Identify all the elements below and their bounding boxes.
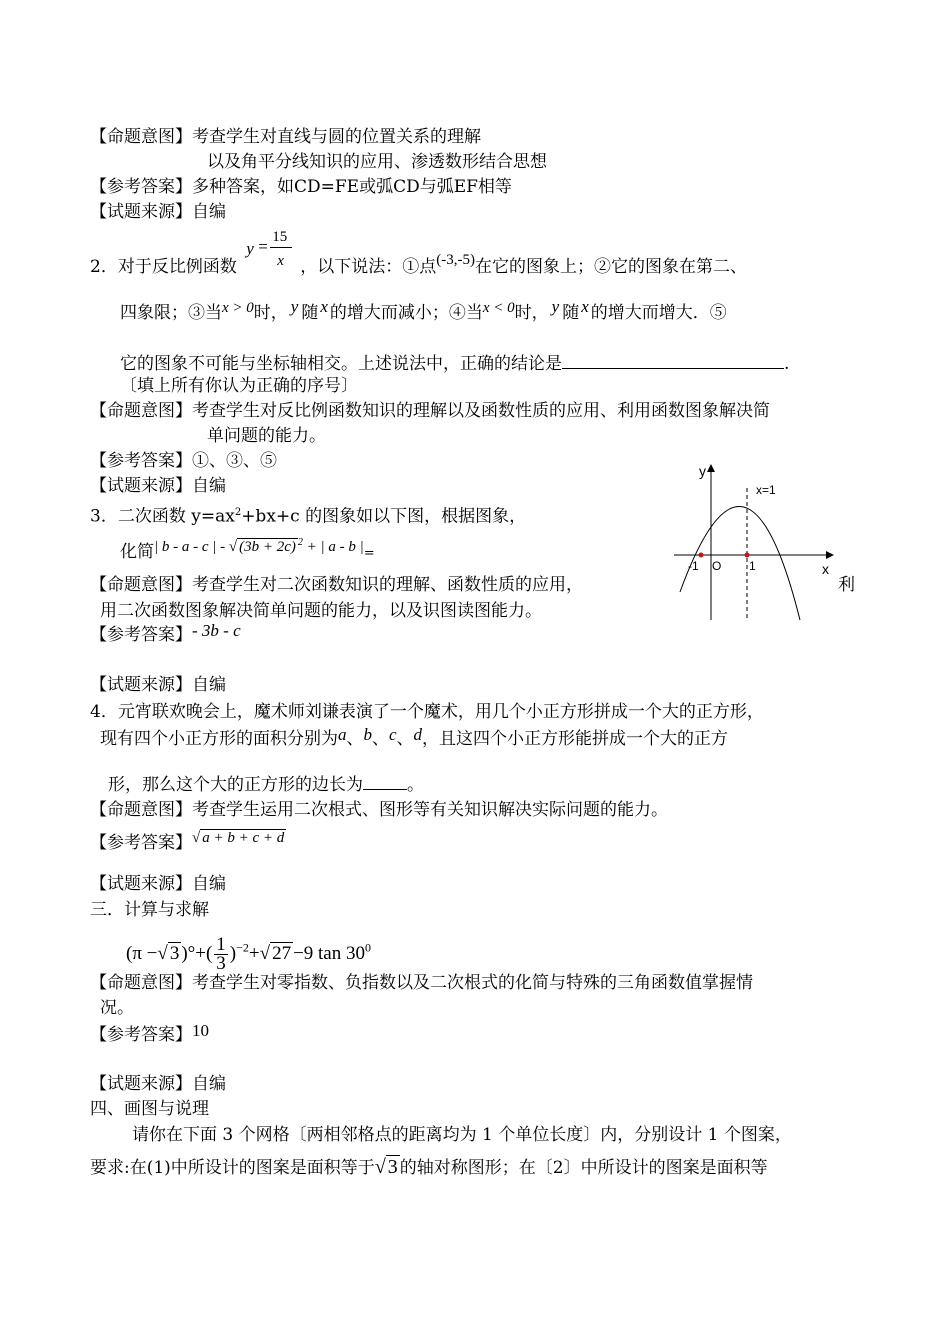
frac-den: 3 (216, 953, 226, 974)
fn-eq: = (258, 237, 268, 256)
q3-source (90, 674, 226, 696)
q2-function (242, 229, 300, 272)
q2-text: 对于反比例函数 (117, 257, 237, 277)
intent-label: 【命题意图】 (90, 973, 192, 993)
s1-intent (90, 126, 481, 148)
answer-text: 10 (192, 1021, 209, 1040)
q4-var: d (413, 725, 423, 744)
q4-answer (90, 832, 286, 855)
q2-var: y (551, 297, 560, 316)
intent-text: 考查学生对零指数、负指数以及二次根式的化简与特殊的三角函数值掌握情 (192, 973, 753, 993)
q2-text: 时， (253, 303, 288, 323)
s3-source (90, 1073, 226, 1095)
s1-intent-cont: 以及角平分线知识的应用、渗透数形结合思想 (207, 152, 547, 172)
q4-intent (90, 799, 668, 821)
q4-line2 (100, 725, 729, 750)
expr-sup: −2 (236, 940, 249, 955)
s3-intent (90, 972, 753, 994)
answer-blank[interactable] (363, 773, 407, 790)
source-text: 自编 (192, 675, 226, 695)
s3-intent-cont: 况。 (100, 998, 134, 1018)
y-label: y (699, 463, 706, 479)
source-label: 【试题来源】 (90, 202, 192, 222)
s1-answer (90, 176, 512, 198)
expr-part: −9 tan 30 (293, 942, 365, 964)
s4-para1: 请你在下面 3 个网格〔两相邻格点的距离均为 1 个单位长度〕内，分别设计 1 个图案， (132, 1125, 792, 1145)
q4-text: ，且这四个小正方形能拼成一个大的正方 (422, 729, 729, 749)
expr-root: 27 (272, 942, 292, 964)
question-number: 4． (90, 702, 118, 722)
answer-root: a + b + c + d (202, 830, 285, 846)
q2-intent-cont: 单问题的能力。 (207, 426, 326, 446)
q4-text: 。 (407, 775, 424, 795)
fn-bar (270, 247, 292, 248)
intent-text: 考查学生对直线与圆的位置关系的理解 (192, 127, 481, 147)
s4-text: 的轴对称图形；在〔2〕中所设计的图案是面积等 (399, 1158, 768, 1178)
q4-line1 (90, 701, 764, 723)
parabola-graph (666, 458, 836, 624)
root-sign: √ (374, 1156, 386, 1178)
root-sign: √ (228, 539, 238, 555)
frac-num: 1 (216, 934, 226, 955)
q2-line3 (120, 352, 789, 375)
q2-text: 的增大而减小；④当 (329, 303, 483, 323)
q2-text: 随 (301, 303, 319, 323)
q2-var: x (581, 297, 589, 316)
q4-line3 (108, 773, 424, 796)
expr-root: (3b + 2c) (239, 539, 296, 555)
expr-fraction (214, 936, 228, 973)
expr-part: | b - a - c | - (154, 539, 229, 555)
tick-1: 1 (749, 559, 756, 573)
q2-line2 (120, 297, 727, 325)
intent-text: 考查学生对二次函数知识的理解、函数性质的应用， (192, 575, 583, 595)
question-number: 2． (90, 257, 118, 277)
expr-sup: 0 (365, 940, 371, 955)
q4-source (90, 873, 226, 895)
s4-text: 要求:在(1)中所设计的图案是面积等于 (90, 1158, 375, 1178)
q2-source (90, 475, 226, 497)
intent-label: 【命题意图】 (90, 401, 192, 421)
expr-root: 3 (169, 942, 180, 964)
origin-label: O (712, 559, 722, 573)
intent-label: 【命题意图】 (90, 127, 192, 147)
expr-part: ) (229, 942, 237, 964)
q3-expr (154, 539, 364, 555)
fn-y: y (246, 239, 254, 258)
source-label: 【试题来源】 (90, 476, 192, 496)
q2-text: 在它的图象上；②它的图象在第二、 (474, 257, 747, 277)
answer-label: 【参考答案】 (90, 1025, 192, 1045)
answer-text: 多种答案，如CD=FE或弧CD与弧EF相等 (192, 177, 512, 197)
root-value: 3 (387, 1156, 398, 1178)
expr-part: )°+( (181, 942, 213, 964)
expr-part: (π − (126, 942, 158, 964)
intent-label: 【命题意图】 (90, 800, 192, 820)
q4-sep: 、 (372, 729, 389, 749)
q2-text: 它的图象不可能与坐标轴相交。上述说法中，正确的结论是 (120, 354, 562, 374)
s3-title: 三．计算与求解 (90, 900, 209, 920)
q4-text: 现有四个小正方形的面积分别为 (100, 729, 338, 749)
q2-text: ，以下说法：①点 (300, 257, 437, 277)
q4-var: b (363, 725, 372, 744)
answer-text: ①、③、⑤ (192, 451, 277, 471)
fn-num: 15 (272, 229, 288, 245)
intent-text: 考查学生对反比例函数知识的理解以及函数性质的应用、利用函数图象解决简 (192, 401, 770, 421)
q2-text: 四象限；③当 (120, 303, 222, 323)
q2-text: . (784, 354, 790, 374)
q3-line2 (120, 538, 375, 565)
q3-text: +bx+c 的图象如以下图，根据图象， (241, 506, 527, 527)
q4-var: a (338, 725, 347, 744)
s4-root (375, 1155, 400, 1178)
expr-part: + (248, 942, 260, 964)
q2-intent (90, 400, 770, 422)
x-label: x (822, 561, 829, 577)
q4-sep: 、 (396, 729, 414, 749)
tick-neg1: -1 (688, 559, 699, 573)
q2-var: y (290, 297, 299, 316)
q2-var: x (320, 297, 328, 316)
q3-eq: = (363, 546, 375, 561)
root-point (699, 553, 704, 558)
root-sign: √ (192, 830, 201, 846)
q3-intent (90, 574, 583, 596)
q3-text: 二次函数 y=ax (117, 506, 235, 527)
intent-text: 考查学生运用二次根式、图形等有关知识解决实际问题的能力。 (192, 800, 668, 820)
q3-intent-cont: 用二次函数图象解决简单问题的能力，以及识图读图能力。 (100, 601, 542, 621)
q2-point: (-3,-5) (436, 252, 475, 268)
s3-answer (90, 1021, 209, 1046)
source-label: 【试题来源】 (90, 1074, 192, 1094)
intent-label: 【命题意图】 (90, 575, 192, 595)
answer-label: 【参考答案】 (90, 177, 192, 197)
s1-source (90, 201, 226, 223)
source-label: 【试题来源】 (90, 675, 192, 695)
question-number: 3． (90, 506, 118, 527)
axis-point (745, 553, 750, 558)
q3-sup: 2 (234, 507, 242, 518)
expr-part: + | a - b | (302, 539, 364, 555)
answer-text (192, 830, 286, 846)
source-text: 自编 (192, 476, 226, 496)
expr-sup: 2 (297, 537, 303, 548)
q2-text: 时， (514, 303, 549, 323)
q2-answer (90, 450, 277, 472)
q3-intent-tail: 利 (838, 575, 855, 595)
q3-answer (90, 621, 241, 646)
q2-cond: x < 0 (482, 300, 515, 316)
q4-var: c (389, 725, 397, 744)
q4-text: 元宵联欢晚会上，魔术师刘谦表演了一个魔术，用几个小正方形拼成一个大的正方形， (117, 702, 764, 722)
fn-den: x (277, 253, 284, 269)
source-text: 自编 (192, 202, 226, 222)
root-sign: √ (157, 942, 168, 964)
source-text: 自编 (192, 1074, 226, 1094)
s4-para2 (90, 1156, 768, 1179)
q2-text: 随 (562, 303, 580, 323)
q2-line4: 〔填上所有你认为正确的序号〕 (120, 376, 358, 396)
source-text: 自编 (192, 874, 226, 894)
q2-line1 (90, 229, 747, 279)
q4-text: 形，那么这个大的正方形的边长为 (108, 775, 363, 795)
q2-cond: x > 0 (222, 300, 254, 316)
s3-expression (126, 936, 371, 973)
answer-label: 【参考答案】 (90, 625, 192, 645)
y-axis-arrow (707, 464, 715, 472)
axis-line-label: x=1 (756, 483, 776, 497)
q3-text: 化简 (120, 542, 154, 562)
x-axis-arrow (826, 551, 834, 559)
q2-text: 的增大而增大．⑤ (590, 303, 727, 323)
s4-title: 四、画图与说理 (90, 1099, 209, 1119)
root-sign: √ (259, 942, 271, 964)
answer-blank[interactable] (562, 352, 784, 369)
source-label: 【试题来源】 (90, 874, 192, 894)
answer-text: - 3b - c (192, 621, 241, 640)
q4-sep: 、 (346, 729, 364, 749)
answer-label: 【参考答案】 (90, 833, 192, 853)
q3-line1 (90, 502, 526, 528)
answer-label: 【参考答案】 (90, 451, 192, 471)
